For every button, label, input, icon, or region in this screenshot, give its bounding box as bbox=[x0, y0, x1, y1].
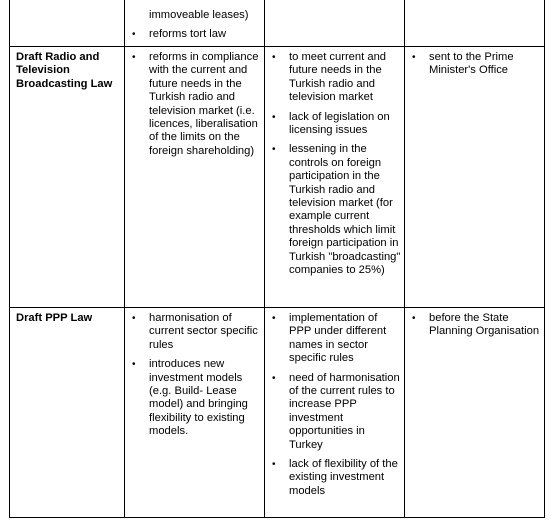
list-item: • sent to the Prime Minister's Office bbox=[412, 51, 514, 77]
list-item: • to meet current and future needs in the Turkish radio and television market bbox=[272, 51, 387, 104]
ppp-status-cell bbox=[407, 312, 541, 345]
broadcasting-status-cell bbox=[407, 51, 541, 84]
list-item: • introduces new investment models (e.g. Build- Lease model) and bringing flexibility to existing models. bbox=[132, 358, 248, 438]
table-bottom-border bbox=[9, 517, 545, 518]
bullet-icon: • bbox=[132, 313, 136, 324]
table-left-border bbox=[9, 0, 10, 518]
table-right-border bbox=[544, 0, 545, 518]
bullet-icon: • bbox=[272, 372, 276, 384]
reasons-list bbox=[267, 312, 401, 498]
list-item: • lessening in the controls on foreign participation in the Turkish radio and television market (for example current thresholds which limit foreign participation in Turkish "broadcasting" companies to 25%) bbox=[272, 143, 401, 277]
list-item: • need of harmonisation of the current rules to increase PPP investment opportunities in Turkey bbox=[272, 371, 400, 451]
list-item: • lack of flexibility of the existing investment models bbox=[272, 458, 398, 497]
list-item: • implementation of PPP under different names in sector specific rules bbox=[272, 312, 387, 365]
bullet-icon: • bbox=[412, 52, 416, 63]
bullet-icon: • bbox=[272, 52, 276, 63]
ppp-reasons-cell bbox=[267, 312, 401, 504]
impact-list bbox=[127, 28, 261, 41]
impact-list bbox=[127, 51, 261, 158]
list-item: • reforms in compliance with the current and future needs in the Turkish radio and television market (i.e. licences, liberalisation of the limits on the foreign shareholding) bbox=[132, 51, 259, 157]
bullet-icon: • bbox=[272, 144, 276, 156]
bullet-icon: • bbox=[132, 29, 136, 41]
row-title-ppp: Draft PPP Law bbox=[16, 312, 93, 324]
broadcasting-reasons-cell bbox=[267, 51, 401, 284]
bullet-icon: • bbox=[272, 111, 276, 123]
bullet-icon: • bbox=[412, 313, 416, 324]
status-list bbox=[407, 312, 541, 339]
reasons-list bbox=[267, 51, 401, 278]
top-row-impact-cell bbox=[127, 9, 261, 48]
status-list bbox=[407, 51, 541, 78]
bullet-icon: • bbox=[272, 459, 276, 471]
bullet-icon: • bbox=[132, 359, 136, 371]
list-item: • lack of legislation on licensing issues bbox=[272, 110, 390, 137]
row-title-broadcasting: Draft Radio and Television Broadcasting Law bbox=[16, 51, 113, 90]
bullet-icon: • bbox=[132, 52, 136, 63]
row-divider bbox=[9, 46, 545, 47]
continued-text: immoveable leases) bbox=[149, 9, 249, 21]
list-item: • reforms tort law bbox=[132, 28, 227, 41]
column-divider bbox=[124, 0, 125, 518]
column-divider bbox=[264, 0, 265, 518]
ppp-impact-cell bbox=[127, 312, 261, 445]
list-item: • before the State Planning Organisation bbox=[412, 312, 540, 338]
row-divider bbox=[9, 307, 545, 308]
impact-list bbox=[127, 312, 261, 439]
legislation-table bbox=[9, 0, 545, 518]
bullet-icon: • bbox=[272, 313, 276, 324]
list-item: • harmonisation of current sector specific rules bbox=[132, 312, 258, 351]
column-divider bbox=[404, 0, 405, 518]
broadcasting-impact-cell bbox=[127, 51, 261, 164]
